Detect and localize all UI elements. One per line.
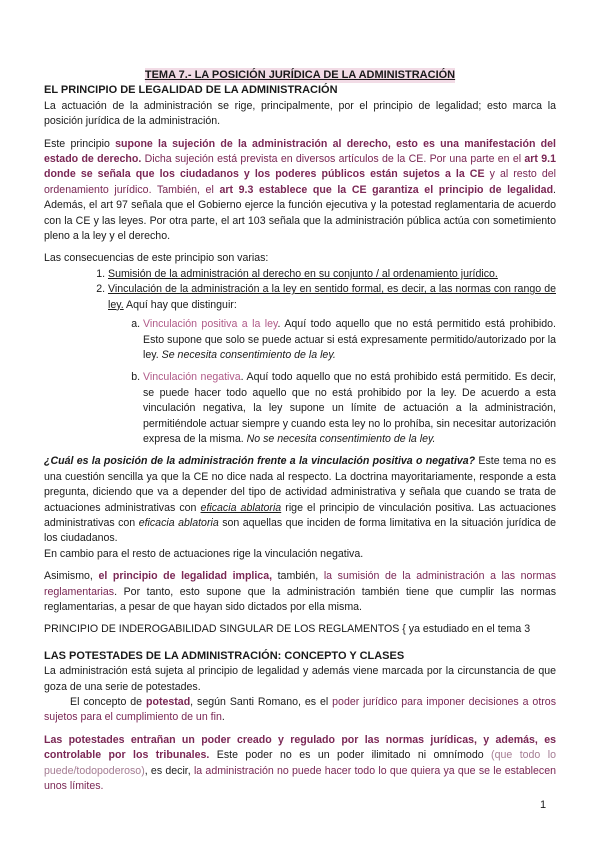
list-item: 2. Vinculación de la administración a la ley en sentido formal, es decir, a las normas con rango de ley. Aquí hay que distinguir: a. Vinculación positiva a la ley. Aquí todo aquello que no está permitido está prohibido. Esto supone que solo se puede actuar si está expresamente permitido/autorizado por la ley. Se necesita consentimiento de la ley. b. Vinculación negativa. Aquí todo aquello que no está prohibido está permitido. Es decir, se puede hacer todo aquello que no está prohibido por la ley. De acuerdo a esta vinculación negativa, la ley supone un límite de actuación a la administración, permitiéndole actuar siempre y cuando esta ley no lo prohíba, sin necesitar autorización expresa de la misma. No se necesita consentimiento de la ley. — [108, 282, 556, 447]
paragraph: El concepto de potestad, según Santi Romano, es el poder jurídico para imponer decisiones a otros sujetos para el cumplimiento de un fin. — [44, 696, 556, 724]
paragraph: La actuación de la administración se rige, principalmente, por el principio de legalidad; esto marca la posición jurídica de la administración. — [44, 99, 556, 128]
page-title: TEMA 7.- LA POSICIÓN JURÍDICA DE LA ADMINISTRACIÓN — [145, 68, 455, 83]
paragraph: Este principio supone la sujeción de la administración al derecho, esto es una manifestación del estado de derecho. Dicha sujeción está prevista en diversos artículos de la CE. Por una parte en el art 9.1 donde se señala que los ciudadanos y los poderes públicos están sujetos a la CE y al resto del ordenamiento jurídico. También, el art 9.3 establece que la CE garantiza el principio de legalidad. Además, el art 97 señala que el Gobierno ejerce la función ejecutiva y la potestad reglamentaria de acuerdo con la CE y las leyes. Por otra parte, el art 103 señala que la administración pública actúa con sometimiento pleno a la ley y el derecho. — [44, 137, 556, 243]
section-heading-potestades: LAS POTESTADES DE LA ADMINISTRACIÓN: CONCEPTO Y CLASES — [44, 649, 405, 662]
section-heading-legalidad: EL PRINCIPIO DE LEGALIDAD DE LA ADMINISTRACIÓN — [44, 84, 338, 97]
paragraph: ¿Cuál es la posición de la administración frente a la vinculación positiva o negativa? Este tema no es una cuestión sencilla ya que la CE no dice nada al respecto. La doctrina mayoritariamente, responde a esta pregunta, diciendo que va a depender del tipo de actividad administrativa y señala que cuando se trata de actuaciones administrativas con eficacia ablatoria rige el principio de vinculación positiva. Las actuaciones administrativas con eficacia ablatoria son aquellas que inciden de forma limitativa en la situación jurídica de los ciudadanos. — [44, 455, 557, 545]
sub-list-item: b. Vinculación negativa. Aquí todo aquello que no está prohibido está permitido. Es decir, se puede hacer todo aquello que no está prohibido por la ley. De acuerdo a esta vinculación negativa, la ley supone un límite de actuación a la administración, permitiéndole actuar siempre y cuando esta ley no lo prohíba, sin necesitar autorización expresa de la misma. No se necesita consentimiento de la ley. — [143, 370, 556, 447]
document-page — [44, 68, 556, 794]
sub-list — [108, 317, 556, 447]
paragraph: Las consecuencias de este principio son varias: — [44, 252, 269, 265]
paragraph: Asimismo, el principio de legalidad implica, también, la sumisión de la administración a las normas reglamentarias. Por tanto, esto supone que la administración también tiene que cumplir las normas reglamentarias, a pesar de que hayan sido dictados por ella misma. — [44, 570, 556, 613]
paragraph: Las potestades entrañan un poder creado y regulado por las normas jurídicas, y además, es controlable por los tribunales. Este poder no es un poder ilimitado ni omnímodo (que todo lo puede/todopoderoso), es decir, la administración no puede hacer todo lo que quiera ya que se le establecen unos límites. — [44, 733, 556, 793]
page-number: 1 — [540, 799, 547, 811]
paragraph: La administración está sujeta al principio de legalidad y además viene marcada por la circunstancia de que goza de una serie de potestades. — [44, 665, 556, 693]
sub-list-item: a. Vinculación positiva a la ley. Aquí todo aquello que no está permitido está prohibido. Esto supone que solo se puede actuar si está expresamente permitido/autorizado por la ley. Se necesita consentimiento de la ley. — [143, 317, 556, 363]
paragraph: PRINCIPIO DE INDEROGABILIDAD SINGULAR DE LOS REGLAMENTOS { ya estudiado en el tema 3 — [44, 623, 531, 636]
paragraph: En cambio para el resto de actuaciones rige la vinculación negativa. — [44, 547, 364, 560]
list-item: 1. Sumisión de la administración al derecho en su conjunto / al ordenamiento jurídico. — [108, 267, 556, 282]
consequences-list — [44, 267, 556, 447]
